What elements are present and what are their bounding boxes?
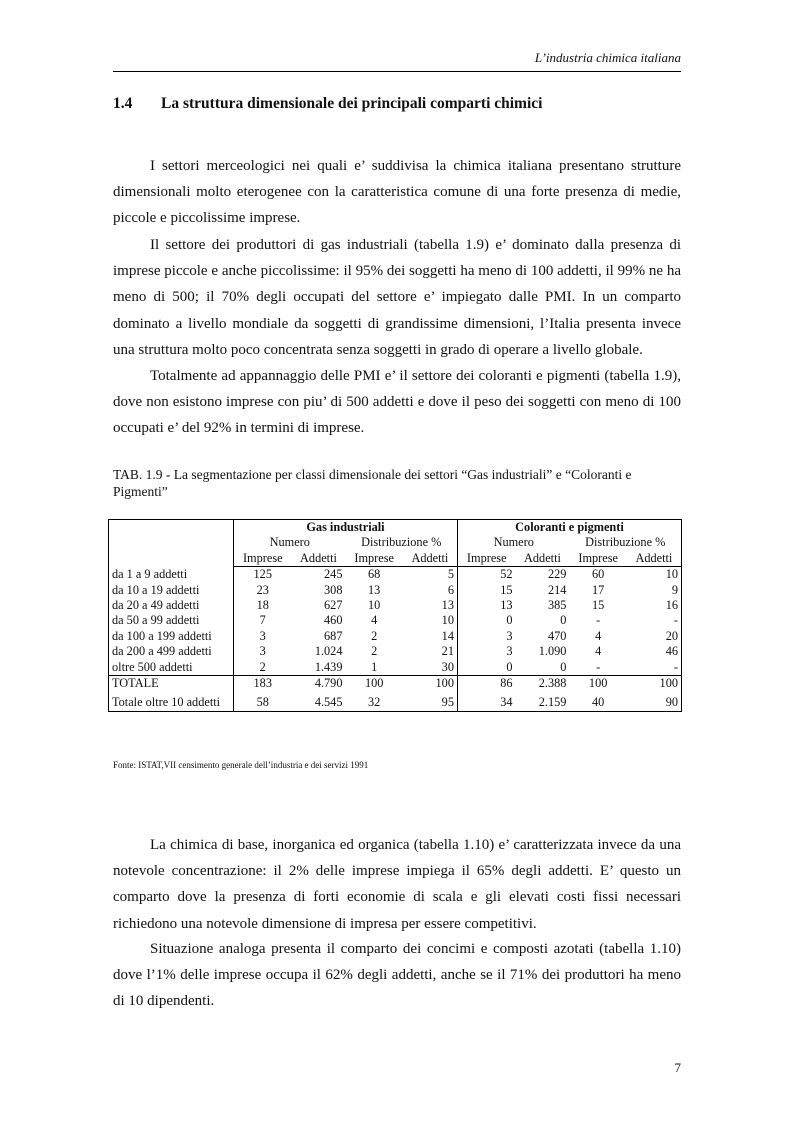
- row-label: da 10 a 19 addetti: [109, 583, 234, 598]
- paragraph-2: Il settore dei produttori di gas industriali (tabella 1.9) e’ dominato dalla presenza di imprese piccole e anche piccolissime: il 95% dei soggetti ha meno di 100 addetti, il 99% ne ha meno di 500; il 70% degli occupati del settore e’ impiegato dalle PMI. In un comparto dominato a livello mondiale da soggetti di grandissime dimensioni, l’Italia presenta invece una struttura molto poco concentrata senza soggetti in grado di operare a livello globale.: [113, 237, 681, 358]
- cell: 68: [368, 567, 381, 582]
- cell: 470: [548, 628, 567, 643]
- cell: 1.090: [538, 644, 567, 659]
- cell: 15: [457, 583, 515, 598]
- row-label: Totale oltre 10 addetti: [109, 691, 234, 711]
- cell: 86: [457, 676, 515, 692]
- cell: 13: [441, 598, 454, 613]
- cell: 385: [548, 598, 567, 613]
- row-label: da 200 a 499 addetti: [109, 644, 234, 659]
- cell: 183: [234, 676, 292, 692]
- corner-cell: [109, 520, 234, 567]
- page-number: 7: [674, 1060, 681, 1075]
- col-addetti: Addetti: [627, 551, 682, 567]
- cell: 2.159: [515, 691, 569, 711]
- cell: 4: [595, 628, 602, 643]
- cell: 308: [324, 582, 343, 597]
- col-addetti: Addetti: [292, 551, 346, 567]
- cell: 32: [345, 691, 402, 711]
- col-addetti: Addetti: [515, 551, 569, 567]
- cell: 627: [324, 598, 343, 613]
- cell: 21: [441, 644, 454, 659]
- col-addetti: Addetti: [403, 551, 458, 567]
- table-row-totale: [109, 676, 682, 692]
- paragraph-4: La chimica di base, inorganica ed organica (tabella 1.10) e’ caratterizzata invece da una notevole concentrazione: il 2% delle imprese impiega il 65% degli addetti. E’ questo un comparto dove la presenza di forti economie di scala e gli elevati costi fissi necessari richiedono una notevole dimensione di impresa per essere competitivi.: [113, 837, 681, 932]
- table-row: [109, 583, 682, 598]
- paragraph-5: Situazione analoga presenta il comparto dei concimi e composti azotati (tabella 1.10) dove l’1% delle imprese occupa il 62% degli addetti, anche se il 71% dei produttori ha meno di 10 dipendenti.: [113, 941, 681, 1010]
- cell: 4: [371, 613, 378, 628]
- col-imprese: Imprese: [234, 551, 292, 567]
- cell: 23: [234, 583, 292, 598]
- cell: 10: [627, 567, 682, 583]
- table-caption: TAB. 1.9 - La segmentazione per classi dimensionale dei settori “Gas industriali” e “Coloranti e Pigmenti”: [113, 467, 632, 499]
- table-row: [109, 629, 682, 644]
- cell: 687: [324, 628, 343, 643]
- cell: 10: [441, 613, 454, 628]
- cell: 100: [345, 676, 402, 692]
- cell: 0: [515, 660, 569, 676]
- cell: 125: [234, 567, 292, 583]
- cell: 10: [368, 598, 381, 613]
- cell: 3: [234, 644, 292, 659]
- cell: 2: [371, 644, 378, 659]
- row-label: da 100 a 199 addetti: [109, 629, 234, 644]
- cell: 245: [324, 567, 343, 582]
- cell: 0: [457, 613, 515, 628]
- cell: 2: [371, 628, 378, 643]
- cell: 4.545: [292, 691, 346, 711]
- col-imprese: Imprese: [457, 551, 515, 567]
- cell: 15: [592, 598, 605, 613]
- data-table: [108, 519, 682, 712]
- cell: 58: [234, 691, 292, 711]
- row-label: TOTALE: [109, 676, 234, 692]
- cell: 229: [548, 567, 567, 582]
- cell: 18: [234, 598, 292, 613]
- cell: 13: [457, 598, 515, 613]
- cell: 0: [457, 660, 515, 676]
- cell: 214: [548, 582, 567, 597]
- table-row: [109, 598, 682, 613]
- cell: 4.790: [292, 676, 346, 692]
- cell: 4: [595, 644, 602, 659]
- group-header-coloranti: Coloranti e pigmenti: [457, 520, 681, 536]
- cell: -: [569, 660, 626, 676]
- cell: 3: [457, 629, 515, 644]
- cell: 40: [569, 691, 626, 711]
- cell: 1: [345, 660, 402, 676]
- cell: 52: [457, 567, 515, 583]
- cell: 13: [368, 582, 381, 597]
- cell: 460: [324, 613, 343, 628]
- cell: 14: [441, 628, 454, 643]
- row-label: oltre 500 addetti: [109, 660, 234, 676]
- running-header: L’industria chimica italiana: [534, 50, 681, 65]
- col-imprese: Imprese: [569, 551, 626, 567]
- row-label: da 1 a 9 addetti: [109, 567, 234, 583]
- paragraph-3: Totalmente ad appannaggio delle PMI e’ il settore dei coloranti e pigmenti (tabella 1.9), dove non esistono imprese con piu’ di 500 addetti e dove il peso dei soggetti con meno di 100 occupati e’ del 92% in termini di imprese.: [113, 368, 681, 437]
- col-imprese: Imprese: [345, 551, 402, 567]
- cell: 100: [403, 676, 458, 692]
- cell: 3: [457, 644, 515, 659]
- subheader-numero: Numero: [457, 535, 569, 550]
- subheader-numero: Numero: [234, 535, 346, 550]
- cell: 5: [447, 567, 454, 582]
- table-row: [109, 660, 682, 676]
- cell: 95: [403, 691, 458, 711]
- cell: 2: [234, 660, 292, 676]
- cell: 2.388: [515, 676, 569, 692]
- cell: 0: [560, 613, 567, 628]
- header-rule: [113, 71, 681, 72]
- cell: 46: [627, 644, 682, 659]
- paragraph-1: I settori merceologici nei quali e’ suddivisa la chimica italiana presentano strutture dimensionali molto eterogenee con la caratteristica comune di una forte presenza di medie, piccole e piccolissime imprese.: [113, 158, 681, 227]
- cell: 90: [627, 691, 682, 711]
- section-number: 1.4: [113, 95, 133, 112]
- cell: 9: [627, 583, 682, 598]
- table-source: Fonte: ISTAT,VII censimento generale dell’industria e dei servizi 1991: [113, 760, 369, 770]
- section-title: La struttura dimensionale dei principali comparti chimici: [161, 95, 543, 112]
- cell: 100: [627, 676, 682, 692]
- cell: 1.024: [314, 644, 343, 659]
- row-label: da 20 a 49 addetti: [109, 598, 234, 613]
- cell: 30: [403, 660, 458, 676]
- group-header-gas: Gas industriali: [234, 520, 458, 536]
- cell: 6: [447, 582, 454, 597]
- table-row: [109, 567, 682, 583]
- row-label: da 50 a 99 addetti: [109, 613, 234, 628]
- cell: 17: [592, 582, 605, 597]
- cell: 20: [627, 629, 682, 644]
- table-body: [109, 567, 682, 676]
- section-heading: [113, 95, 542, 113]
- cell: 16: [627, 598, 682, 613]
- cell: -: [627, 613, 682, 628]
- cell: -: [596, 613, 601, 628]
- cell: 60: [592, 567, 605, 582]
- cell: 7: [234, 613, 292, 628]
- table-row: [109, 644, 682, 659]
- cell: 3: [234, 629, 292, 644]
- table-row: [109, 613, 682, 628]
- cell: 100: [569, 676, 626, 692]
- subheader-distribuzione: Distribuzione %: [361, 535, 442, 550]
- cell: 1.439: [292, 660, 346, 676]
- subheader-distribuzione: Distribuzione %: [569, 535, 681, 550]
- cell: 34: [457, 691, 515, 711]
- table-row-oltre10: [109, 691, 682, 711]
- cell: -: [627, 660, 682, 676]
